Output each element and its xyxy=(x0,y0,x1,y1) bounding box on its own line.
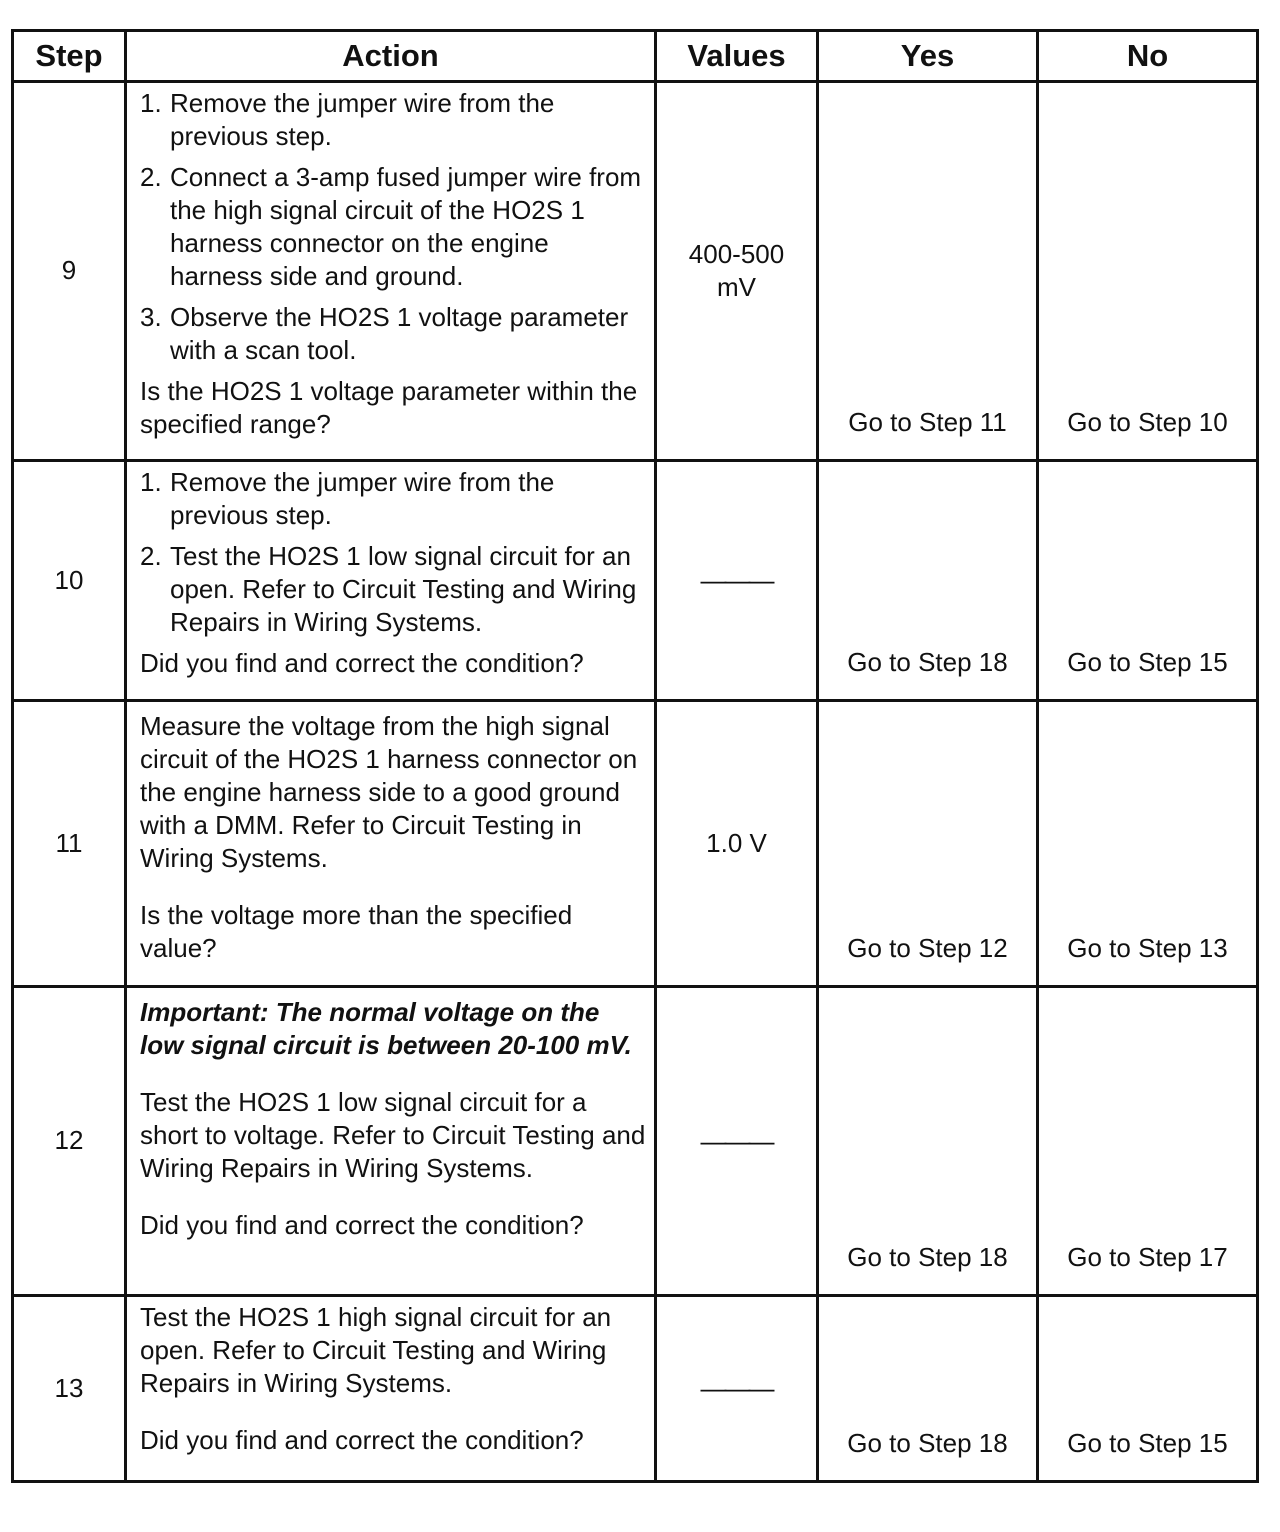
list-item xyxy=(140,161,646,293)
value-cell xyxy=(656,82,818,461)
list-number: 1. xyxy=(140,88,162,118)
action-question: Did you find and correct the condition? xyxy=(140,1425,584,1455)
action-list xyxy=(140,87,646,367)
table-row xyxy=(13,82,1258,461)
value-dash: ——— xyxy=(700,1125,773,1156)
action-cell xyxy=(126,461,656,701)
list-text: Observe the HO2S 1 voltage parameter with a scan tool. xyxy=(170,302,629,365)
list-number: 1. xyxy=(140,467,162,497)
header-no: No xyxy=(1038,31,1258,82)
value-unit: mV xyxy=(717,272,756,302)
value-cell xyxy=(656,987,818,1296)
step-number: 13 xyxy=(13,1296,126,1482)
list-text: Remove the jumper wire from the previous step. xyxy=(170,467,555,530)
step-number: 11 xyxy=(13,701,126,987)
action-text: Measure the voltage from the high signal circuit of the HO2S 1 harness connector on the engine harness side to a good ground with a DMM. Refer to Circuit Testing in Wiring Systems. xyxy=(140,711,638,873)
no-cell: Go to Step 15 xyxy=(1038,461,1258,701)
action-question: Did you find and correct the condition? xyxy=(140,1210,584,1240)
yes-cell: Go to Step 18 xyxy=(818,987,1038,1296)
value-dash: ——— xyxy=(700,1373,773,1403)
list-number: 2. xyxy=(140,541,162,571)
list-item xyxy=(140,301,646,367)
list-item xyxy=(140,540,646,639)
step-number: 12 xyxy=(13,987,126,1296)
table-row xyxy=(13,701,1258,987)
value-cell xyxy=(656,1296,818,1482)
no-cell: Go to Step 10 xyxy=(1038,82,1258,461)
action-cell xyxy=(126,82,656,461)
list-text: Connect a 3-amp fused jumper wire from the high signal circuit of the HO2S 1 harness connector on the engine harness side and ground. xyxy=(170,162,642,291)
list-number: 3. xyxy=(140,302,162,332)
table-row xyxy=(13,987,1258,1296)
header-step: Step xyxy=(13,31,126,82)
action-cell xyxy=(126,1296,656,1482)
value-text: 400-500 xyxy=(688,239,785,269)
diagnostic-table xyxy=(11,29,1259,1483)
action-question: Did you find and correct the condition? xyxy=(140,648,584,678)
value-cell xyxy=(656,701,818,987)
action-question: Is the voltage more than the specified value? xyxy=(140,900,573,963)
header-yes: Yes xyxy=(818,31,1038,82)
list-item xyxy=(140,466,646,532)
list-number: 2. xyxy=(140,162,162,192)
list-text: Remove the jumper wire from the previous step. xyxy=(170,88,555,151)
important-note: Important: The normal voltage on the low signal circuit is between 20-100 mV. xyxy=(140,997,632,1060)
value-dash: ——— xyxy=(700,565,773,595)
value-text: 1.0 V xyxy=(706,828,767,858)
header-action: Action xyxy=(126,31,656,82)
yes-cell: Go to Step 18 xyxy=(818,461,1038,701)
action-list xyxy=(140,466,646,639)
yes-cell: Go to Step 11 xyxy=(818,82,1038,461)
no-cell: Go to Step 15 xyxy=(1038,1296,1258,1482)
list-item xyxy=(140,87,646,153)
action-cell xyxy=(126,987,656,1296)
step-number: 10 xyxy=(13,461,126,701)
value-cell xyxy=(656,461,818,701)
action-text: Test the HO2S 1 low signal circuit for a short to voltage. Refer to Circuit Testing and Wiring Repairs in Wiring Systems. xyxy=(140,1087,646,1183)
header-row xyxy=(13,31,1258,82)
no-cell: Go to Step 17 xyxy=(1038,987,1258,1296)
no-cell: Go to Step 13 xyxy=(1038,701,1258,987)
list-text: Test the HO2S 1 low signal circuit for an open. Refer to Circuit Testing and Wiring Repairs in Wiring Systems. xyxy=(170,541,637,637)
table-row xyxy=(13,1296,1258,1482)
action-text: Test the HO2S 1 high signal circuit for an open. Refer to Circuit Testing and Wiring Repairs in Wiring Systems. xyxy=(140,1302,612,1398)
step-number: 9 xyxy=(13,82,126,461)
action-question: Is the HO2S 1 voltage parameter within the specified range? xyxy=(140,376,638,439)
action-cell xyxy=(126,701,656,987)
header-values: Values xyxy=(656,31,818,82)
yes-cell: Go to Step 12 xyxy=(818,701,1038,987)
table-row xyxy=(13,461,1258,701)
yes-cell: Go to Step 18 xyxy=(818,1296,1038,1482)
